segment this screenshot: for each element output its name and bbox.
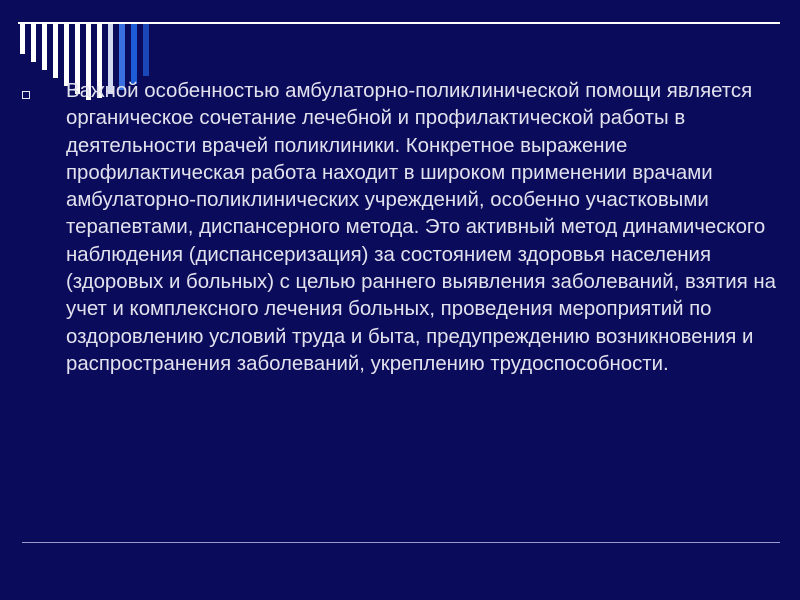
stripe — [64, 24, 69, 86]
body-text: Важной особенностью амбулаторно-поликлинической помощи является органическое сочетание лечебной и профилактической работы в деятельности врачей поликлиники. Конкретное выражение профилактическая работа находит в широком применении врачами амбулаторно-поликлинических учреждений, особенно участковыми терапевтами, диспансерного метода. Это активный метод динамического наблюдения (диспансеризация) за состоянием здоровья населения (здоровых и больных) с целью раннего выявления заболеваний, взятия на учет и комплексного лечения больных, проведения мероприятий по оздоровлению условий труда и быта, предупреждению возникновения и распространения заболеваний, укреплению трудоспособности. — [66, 80, 776, 375]
stripe — [42, 24, 47, 70]
stripe — [31, 24, 36, 62]
stripe — [20, 24, 25, 54]
stripe — [53, 24, 58, 78]
bottom-rule — [22, 542, 780, 543]
stripe — [143, 24, 149, 76]
stripe — [131, 24, 137, 84]
hollow-square-bullet-icon — [22, 91, 30, 99]
